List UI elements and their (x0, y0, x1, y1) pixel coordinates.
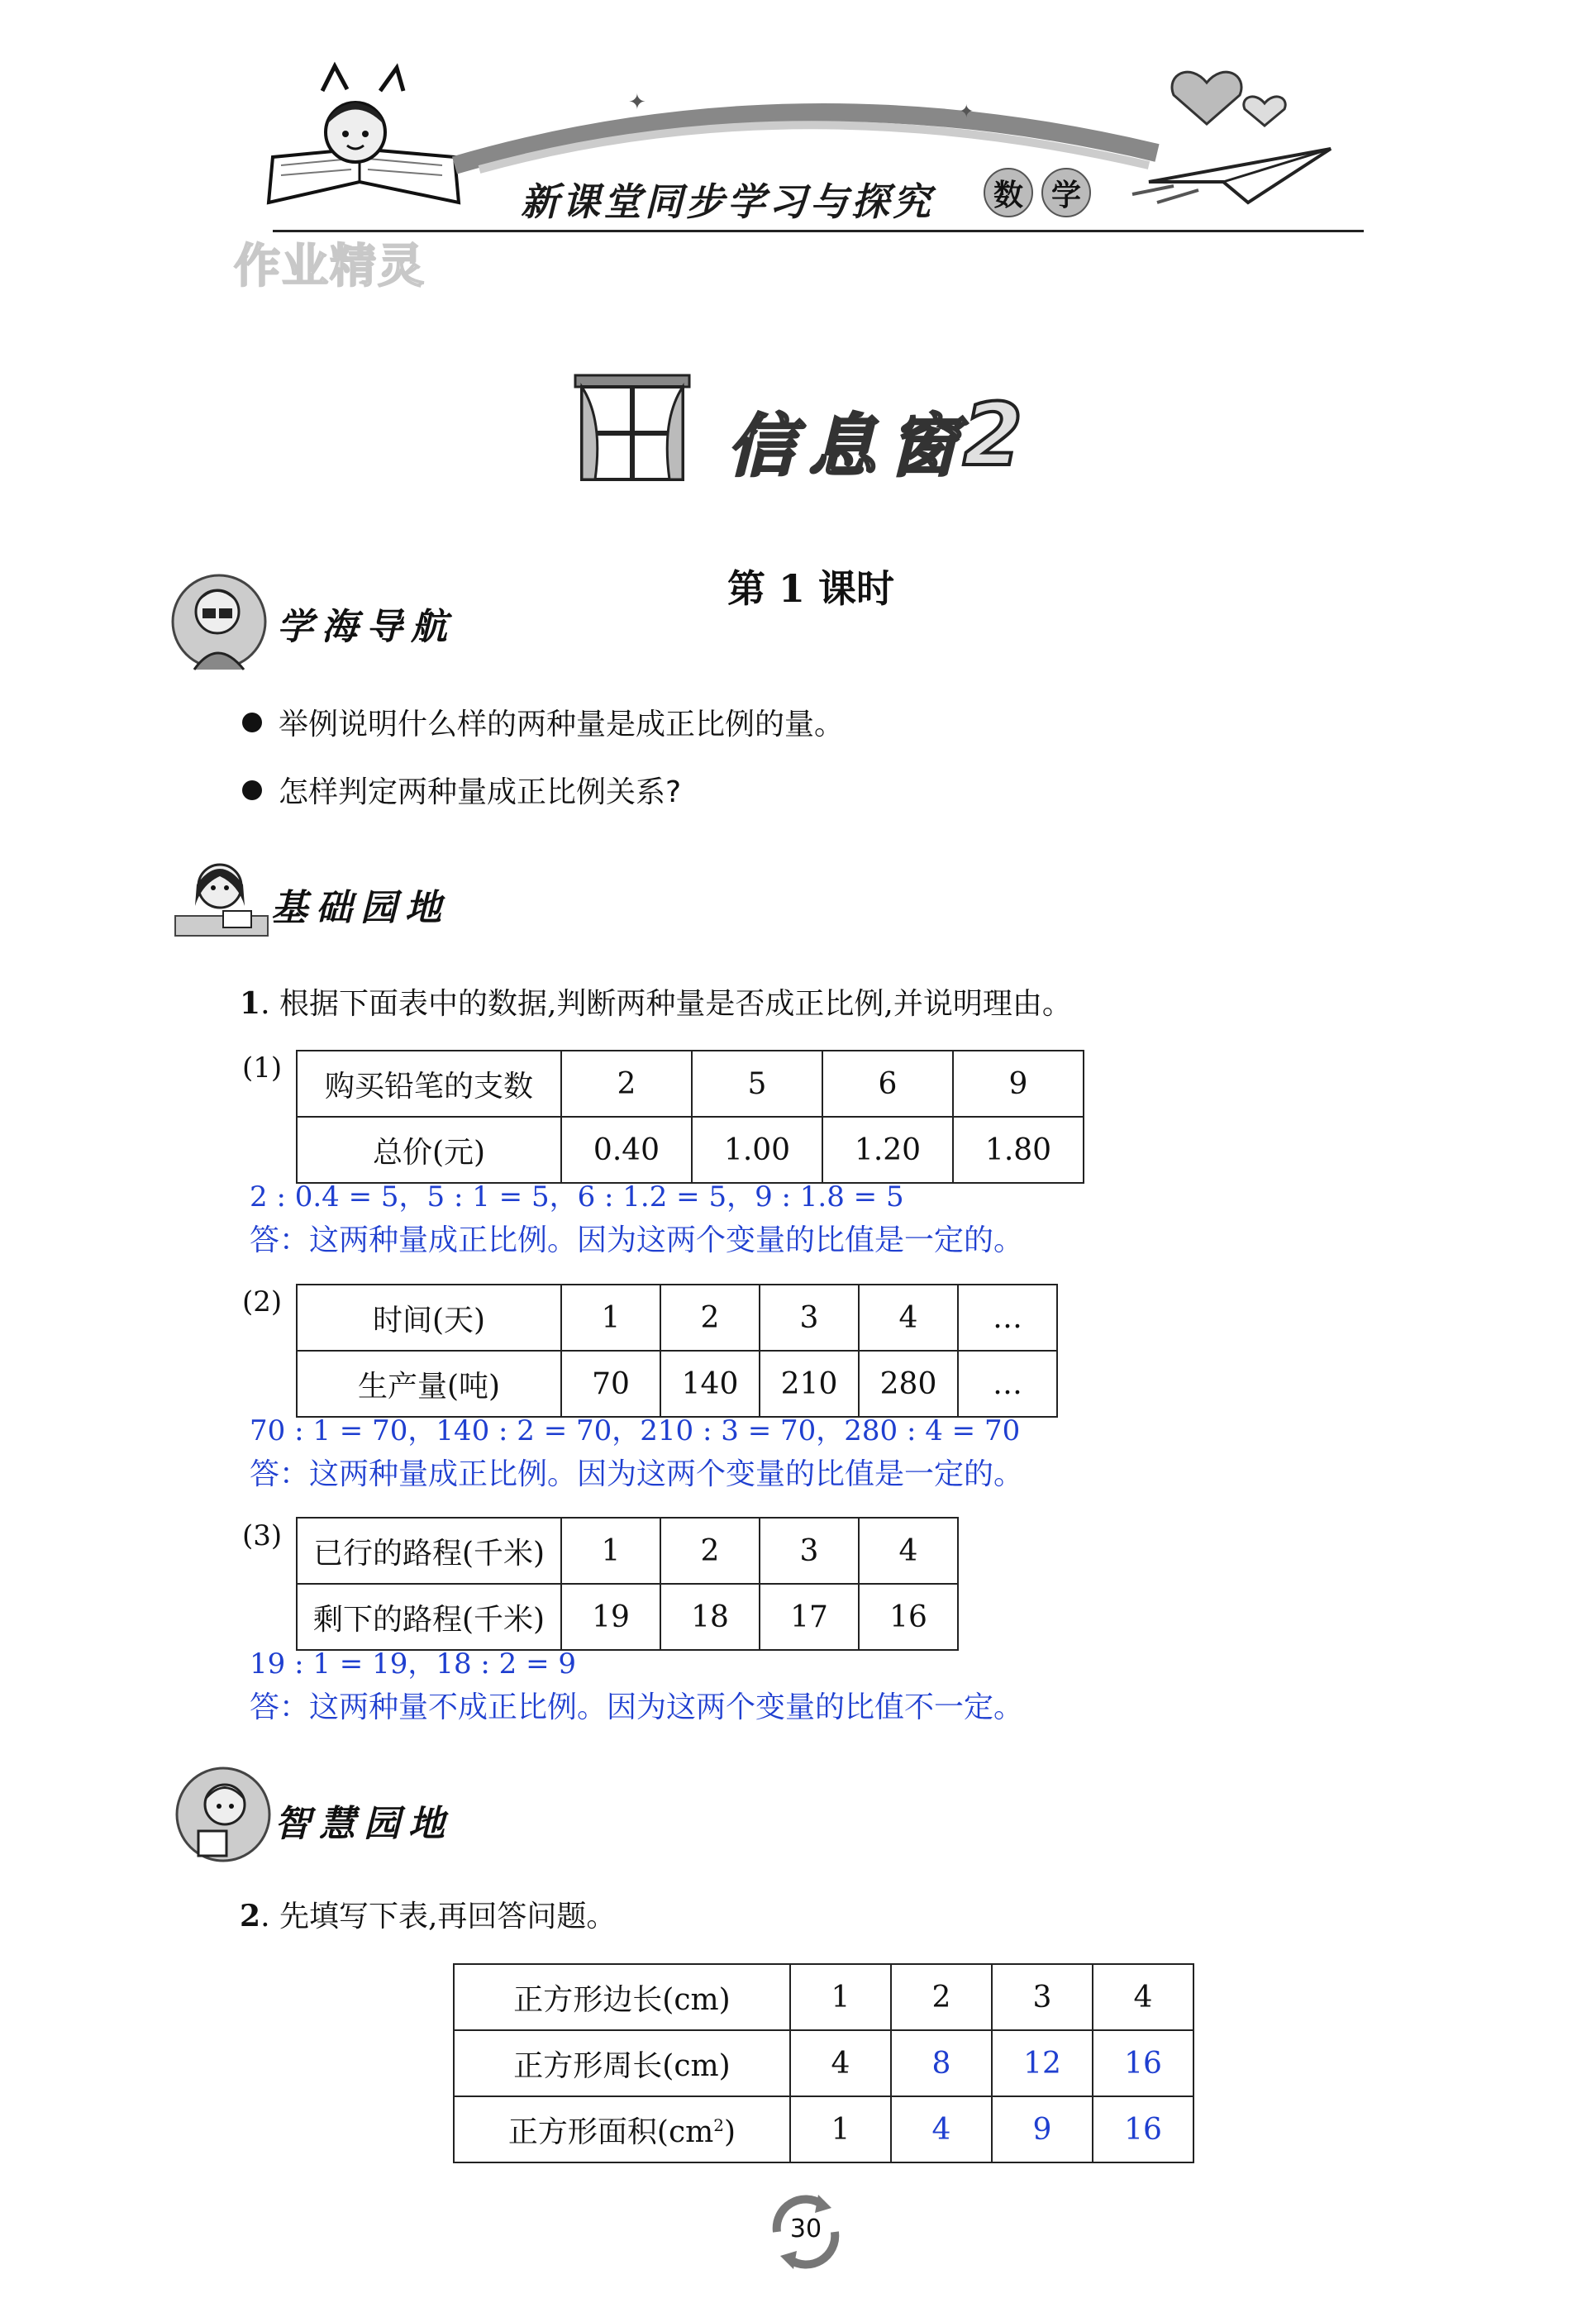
table-cell: 16 (859, 1584, 958, 1650)
rainbow-swoosh-decoration (446, 74, 1190, 182)
table-cell: 已行的路程(千米) (297, 1518, 561, 1584)
table-cell: 总价(元) (297, 1117, 561, 1183)
q1-part1-answer: 答：这两种量成正比例。因为这两个变量的比值是一定的。 (250, 1223, 1024, 1257)
boy-with-book-icon (174, 1765, 273, 1864)
table-cell: 140 (660, 1351, 760, 1417)
answer-cell: 9 (992, 2096, 1093, 2162)
bullet-dot-icon (242, 780, 262, 800)
q1-text: . 根据下面表中的数据,判断两种量是否成正比例,并说明理由。 (260, 987, 1072, 1021)
table-cell: 3 (760, 1518, 859, 1584)
q2-text: . 先填写下表,再回答问题。 (260, 1900, 617, 1933)
table-cell: 1 (561, 1285, 660, 1351)
guide-point-2 (242, 769, 681, 811)
table-cell (454, 2096, 790, 2162)
table-row (297, 1285, 1057, 1351)
table-row (297, 1351, 1057, 1417)
q1-part1-calculation: 2 : 0.4 = 5，5 : 1 = 5，6 : 1.2 = 5，9 : 1.8 = 5 (250, 1180, 904, 1213)
table-cell: 购买铅笔的支数 (297, 1051, 561, 1117)
table-cell: 4 (859, 1285, 958, 1351)
section-wisdom-heading: 智慧园地 (274, 1803, 453, 1845)
subject-char-2: 学 (1041, 168, 1091, 217)
table-cell: 0.40 (561, 1117, 692, 1183)
girl-reading-illustration (256, 58, 471, 215)
svg-text:✦: ✦ (628, 90, 646, 115)
table-cell: 2 (891, 1964, 992, 2030)
table-cell: 6 (822, 1051, 953, 1117)
q2-square-table (453, 1963, 1194, 2163)
q1-part1-table (296, 1050, 1084, 1184)
subject-badge (984, 168, 1091, 217)
table-cell: 3 (992, 1964, 1093, 2030)
answer-cell: 4 (891, 2096, 992, 2162)
table-cell: 剩下的路程(千米) (297, 1584, 561, 1650)
page-number-badge (760, 2186, 851, 2277)
answer-cell: 12 (992, 2030, 1093, 2096)
table-cell: 3 (760, 1285, 859, 1351)
q1-part3-calculation: 19 : 1 = 19，18 : 2 = 9 (250, 1647, 577, 1681)
table-row (297, 1117, 1084, 1183)
answer-cell: 16 (1093, 2096, 1193, 2162)
svg-text:✦: ✦ (959, 102, 974, 122)
area-label: 正方形面积(cm (507, 2115, 714, 2149)
table-cell: 70 (561, 1351, 660, 1417)
table-row (454, 2096, 1193, 2162)
guide-point-text: 怎样判定两种量成正比例关系? (279, 775, 682, 809)
table-cell: … (958, 1351, 1057, 1417)
q1-prompt (240, 980, 1072, 1023)
student-with-binoculars-icon (169, 570, 269, 674)
q1-part1-label: (1) (242, 1051, 283, 1085)
q1-part2-calculation: 70 : 1 = 70，140 : 2 = 70，210 : 3 = 70，280 : 4 = 70 (250, 1414, 1021, 1447)
table-cell: 1.00 (692, 1117, 822, 1183)
area-label-close: ) (724, 2115, 736, 2149)
guide-point-1 (242, 701, 844, 743)
area-label-exponent: 2 (713, 2115, 725, 2135)
table-cell: 1 (561, 1518, 660, 1584)
q2-number: 2 (240, 1899, 261, 1933)
girl-writing-icon (172, 851, 271, 938)
page-number: 30 (789, 2215, 822, 2243)
table-cell: 5 (692, 1051, 822, 1117)
table-cell: … (958, 1285, 1057, 1351)
q1-part2-answer: 答：这两种量成正比例。因为这两个变量的比值是一定的。 (250, 1457, 1024, 1491)
table-cell: 1 (790, 1964, 891, 2030)
lesson-title: 第 1 课时 (727, 566, 895, 611)
table-cell: 19 (561, 1584, 660, 1650)
table-cell: 4 (1093, 1964, 1193, 2030)
book-title: 新课堂同步学习与探究 (521, 179, 934, 224)
q2-prompt (240, 1893, 616, 1935)
table-cell: 9 (953, 1051, 1084, 1117)
subject-char-1: 数 (984, 168, 1033, 217)
section-guide-heading: 学海导航 (277, 606, 455, 648)
table-cell: 生产量(吨) (297, 1351, 561, 1417)
table-row (454, 1964, 1193, 2030)
q1-part2-label: (2) (242, 1285, 283, 1318)
table-cell: 2 (660, 1518, 760, 1584)
table-cell: 210 (760, 1351, 859, 1417)
table-cell: 2 (561, 1051, 692, 1117)
q1-part3-table (296, 1517, 959, 1651)
window-icon (570, 370, 694, 486)
q1-number: 1 (240, 986, 261, 1021)
table-cell: 1 (790, 2096, 891, 2162)
table-cell: 正方形边长(cm) (454, 1964, 790, 2030)
table-cell: 4 (790, 2030, 891, 2096)
answer-cell: 16 (1093, 2030, 1193, 2096)
table-cell: 时间(天) (297, 1285, 561, 1351)
bullet-dot-icon (242, 713, 262, 732)
table-cell: 2 (660, 1285, 760, 1351)
header-rule (273, 230, 1364, 232)
table-cell: 正方形周长(cm) (454, 2030, 790, 2096)
table-cell: 1.80 (953, 1117, 1084, 1183)
hearts-paper-plane-decoration (1124, 58, 1355, 223)
watermark: 作业精灵 (234, 240, 426, 293)
table-row (297, 1518, 958, 1584)
answer-cell: 8 (891, 2030, 992, 2096)
q1-part3-answer: 答：这两种量不成正比例。因为这两个变量的比值不一定。 (250, 1690, 1024, 1724)
table-row (297, 1584, 958, 1650)
table-row (297, 1051, 1084, 1117)
table-row (454, 2030, 1193, 2096)
q1-part3-label: (3) (242, 1519, 283, 1552)
table-cell: 17 (760, 1584, 859, 1650)
unit-number: 2 (963, 384, 1023, 485)
table-cell: 1.20 (822, 1117, 953, 1183)
table-cell: 18 (660, 1584, 760, 1650)
guide-point-text: 举例说明什么样的两种量是成正比例的量。 (279, 708, 845, 741)
table-cell: 280 (859, 1351, 958, 1417)
table-cell: 4 (859, 1518, 958, 1584)
q1-part2-table (296, 1284, 1058, 1418)
section-basic-heading: 基础园地 (271, 887, 450, 929)
unit-title: 信息窗 (727, 408, 970, 486)
